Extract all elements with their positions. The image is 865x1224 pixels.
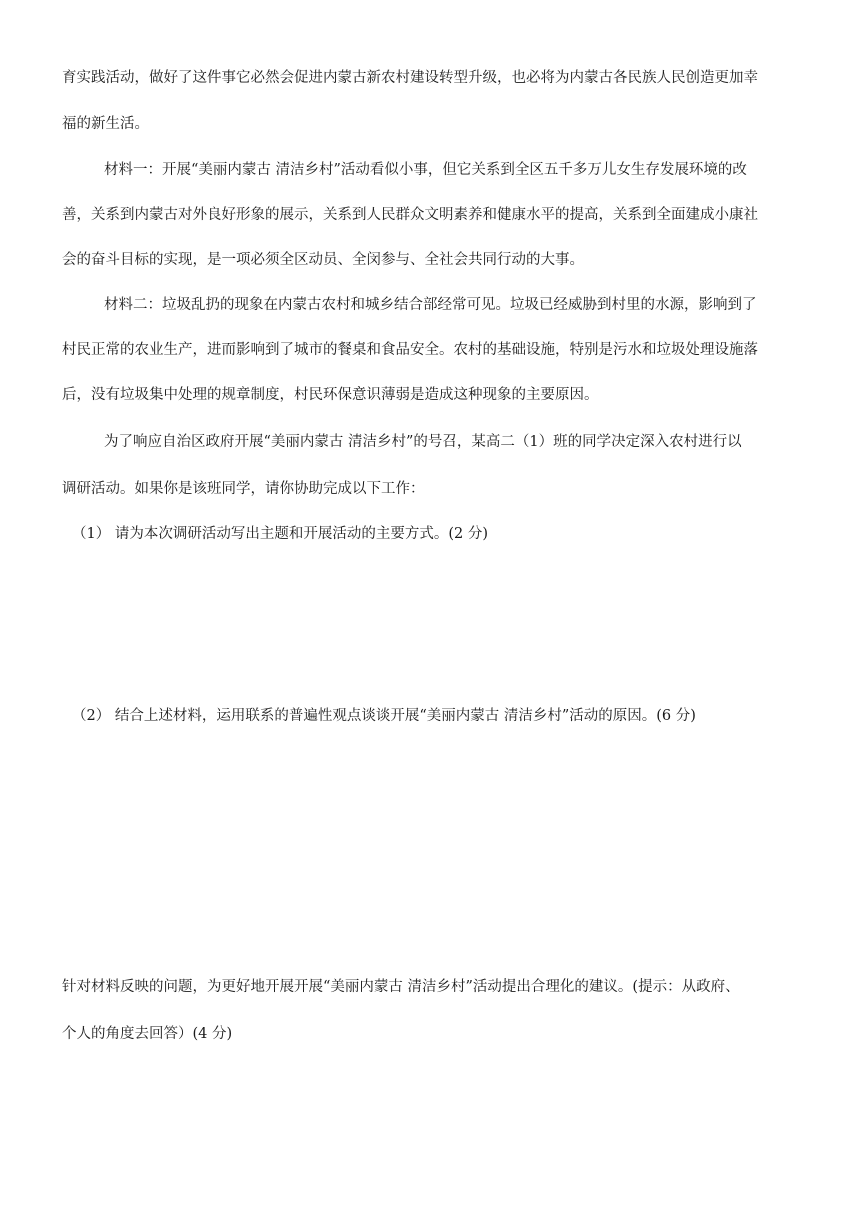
intro-line-2: 福的新生活。 (62, 116, 149, 132)
material-2-line-2: 村民正常的农业生产，进而影响到了城市的餐桌和食品安全。农村的基础设施，特别是污水和垃圾处理设施落 (62, 342, 758, 358)
material-2-line-1: 材料二：垃圾乱扔的现象在内蒙古农村和城乡结合部经常可见。垃圾已经威胁到村里的水源，影响到了 (104, 297, 757, 313)
question-2: （2） 结合上述材料，运用联系的普遍性观点谈谈开展“美丽内蒙古 清洁乡村”活动的原因。(6 分) (72, 708, 696, 724)
task-line-1: 为了响应自治区政府开展“美丽内蒙古 清洁乡村”的号召，某高二（1）班的同学决定深入农村进行以 (104, 434, 742, 450)
material-2-line-3: 后，没有垃圾集中处理的规章制度，村民环保意识薄弱是造成这种现象的主要原因。 (62, 387, 599, 403)
question-3-line-1: 针对材料反映的问题，为更好地开展开展“美丽内蒙古 清洁乡村”活动提出合理化的建议。(提示：从政府、 (62, 979, 740, 995)
question-1: （1） 请为本次调研活动写出主题和开展活动的主要方式。(2 分) (72, 526, 488, 542)
question-3-line-2: 个人的角度去回答）(4 分) (62, 1026, 233, 1042)
intro-line-1: 育实践活动，做好了这件事它必然会促进内蒙古新农村建设转型升级，也必将为内蒙古各民族人民创造更加幸 (62, 70, 758, 86)
material-1-line-3: 会的奋斗目标的实现，是一项必须全区动员、全闵参与、全社会共同行动的大事。 (62, 252, 584, 268)
material-1-line-2: 善，关系到内蒙古对外良好形象的展示，关系到人民群众文明素养和健康水平的提高，关系到全面建成小康社 (62, 207, 758, 223)
task-line-2: 调研活动。如果你是该班同学，请你协助完成以下工作： (62, 481, 425, 497)
material-1-line-1: 材料一：开展“美丽内蒙古 清洁乡村”活动看似小事，但它关系到全区五千多万儿女生存发展环境的改 (104, 162, 747, 178)
